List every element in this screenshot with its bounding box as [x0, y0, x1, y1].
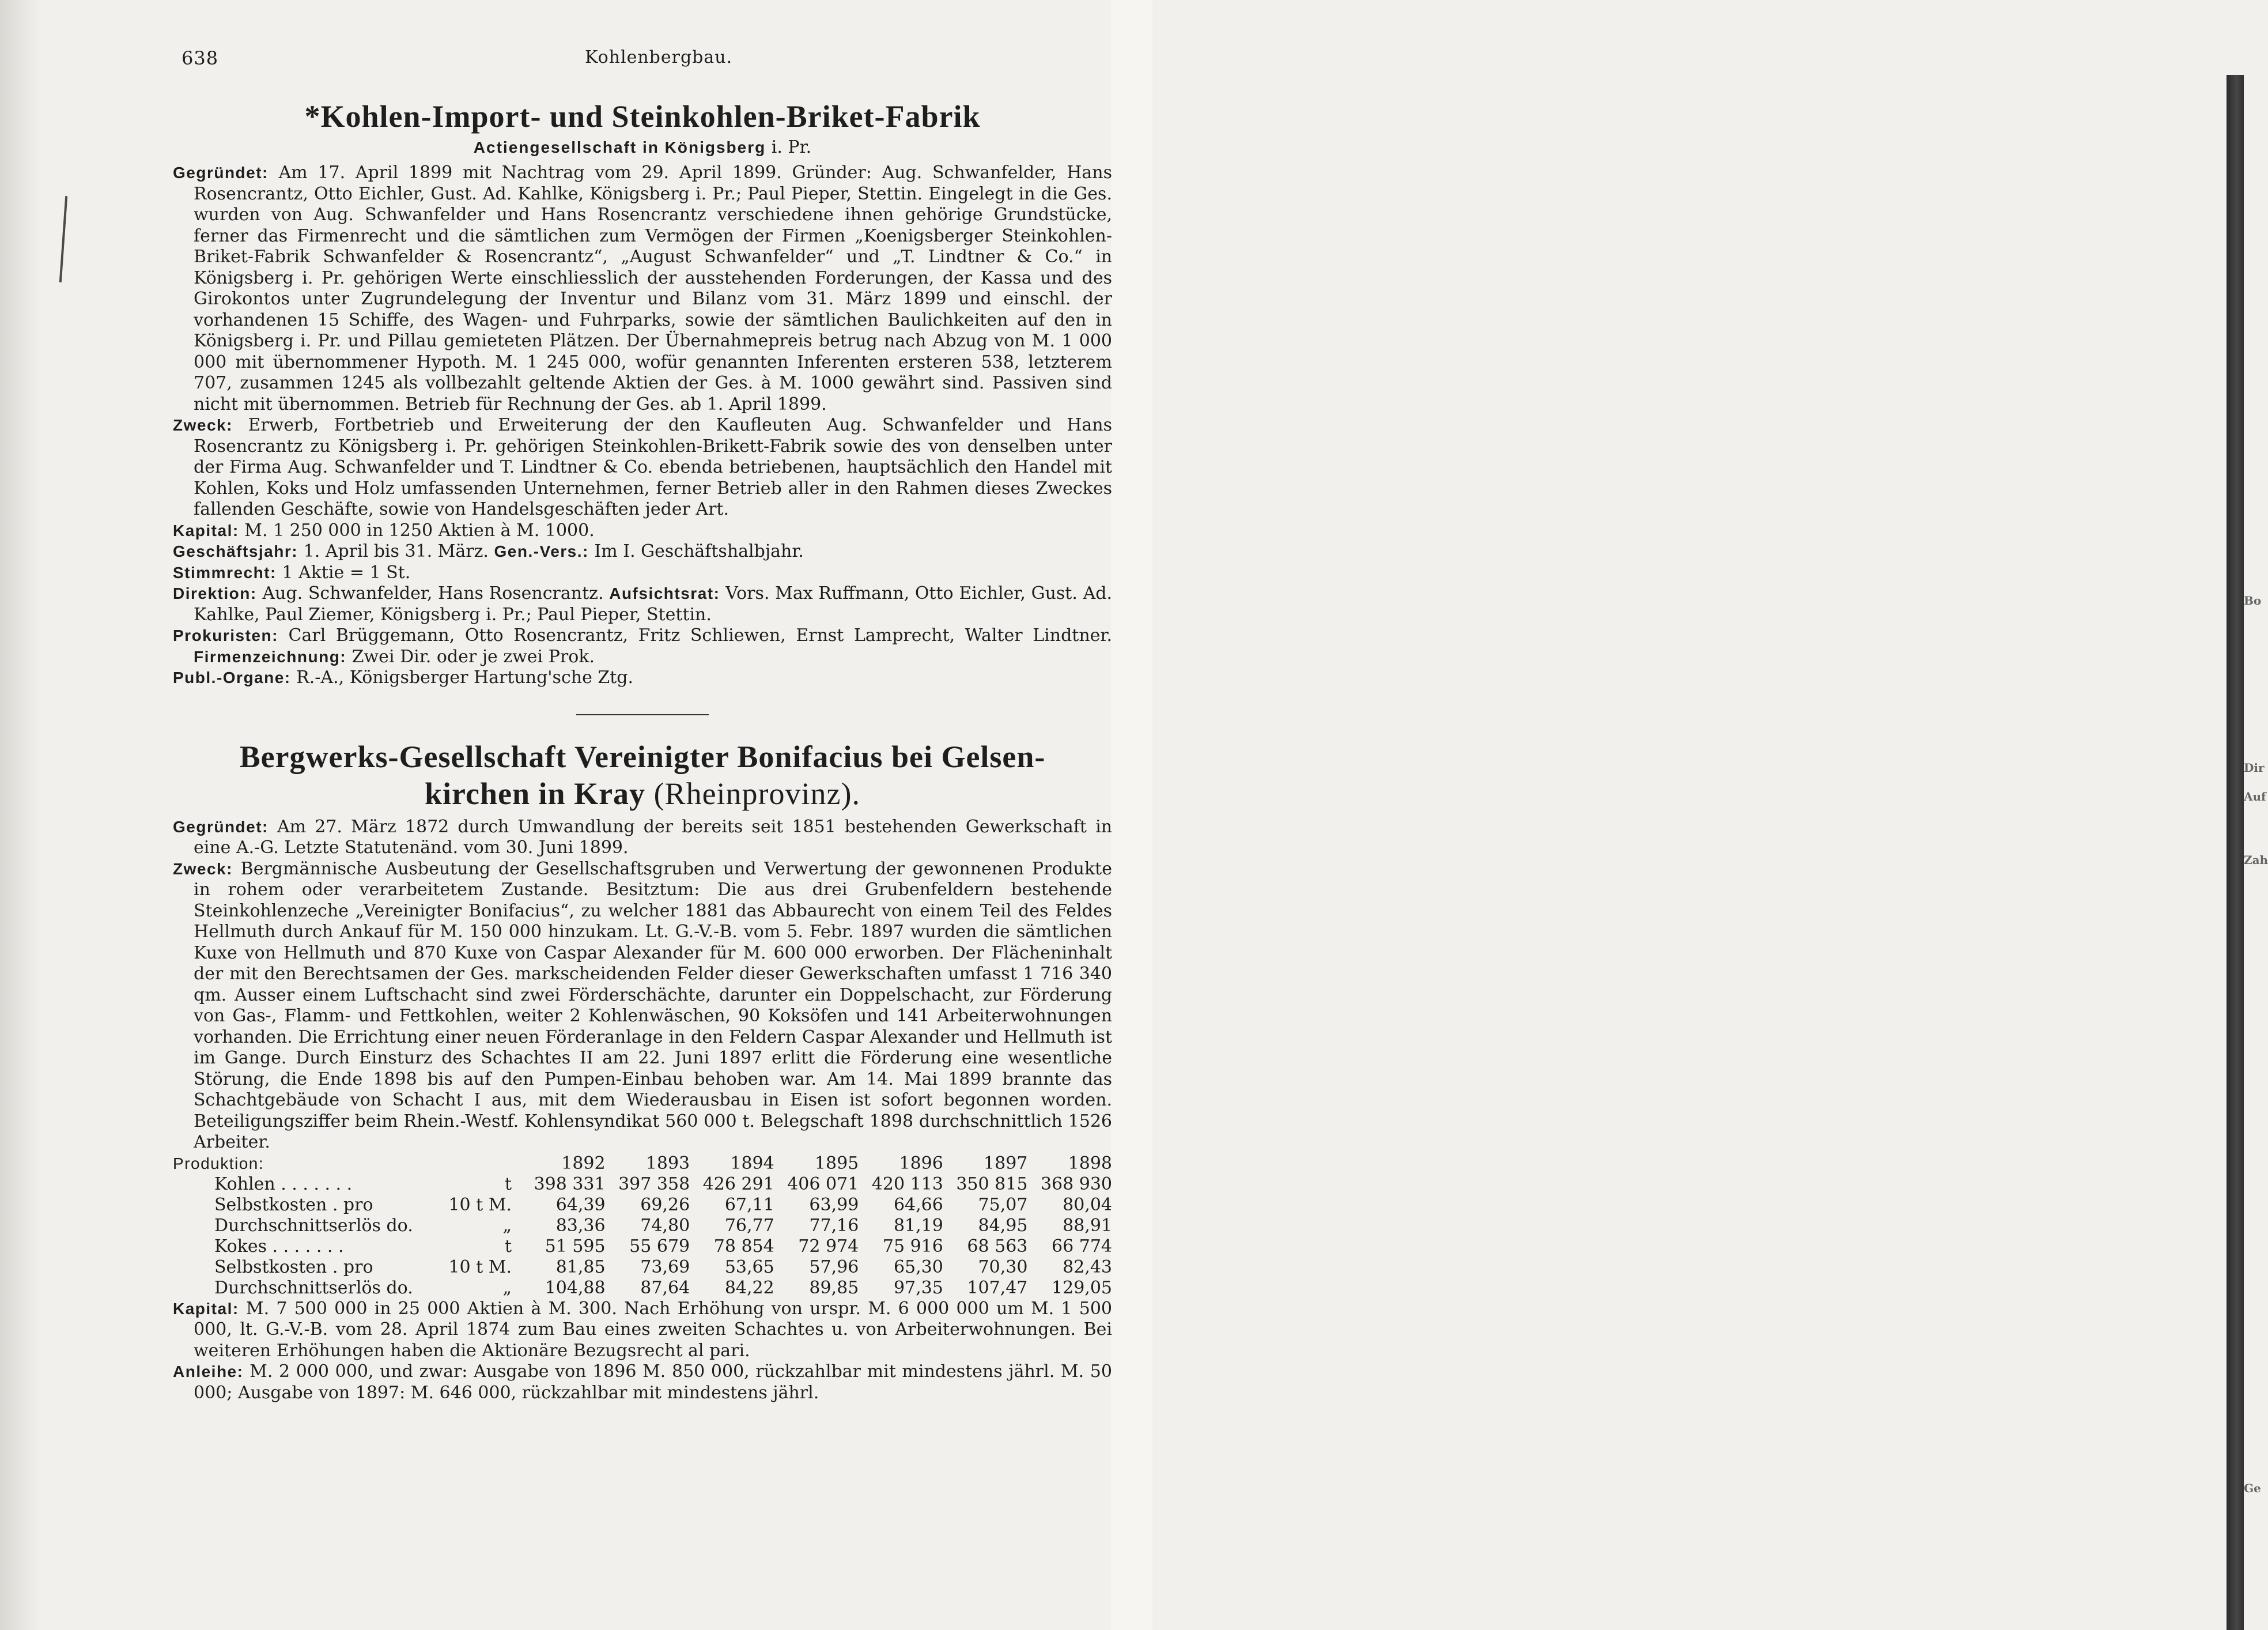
production-row: Kohlen . . . . . . . t 398 331 397 358 426 291 406 071 420 113 350 815 368 930 — [214, 1174, 1112, 1194]
section-divider — [576, 714, 709, 715]
page-header — [182, 47, 1072, 70]
entry-list — [173, 163, 1112, 689]
bleed-word: Auf — [2244, 790, 2266, 803]
production-row: Selbstkosten . pro 10 t M. 81,85 73,69 53,65 57,96 65,30 70,30 82,43 — [214, 1257, 1112, 1277]
entry-gegruendet: Gegründet: Am 17. April 1899 mit Nachtrag vom 29. April 1899. Gründer: Aug. Schwanfelder, Hans Rosencrantz, Otto Eichler, Gust. Ad. Kahlke, Königsberg i. Pr.; Paul Pieper, Stettin. Eingelegt in die Ges. wurden von Aug. Schwanfelder und Hans Rosencrantz verschiedene ihnen gehörige Grundstücke, ferner das Firmenrecht und die sämtlichen zum Vermögen der Firmen „Koenigsberger Steinkohlen-Briket-Fabrik Schwanfelder & Rosencrantz“, „August Schwanfelder“ und „T. Lindtner & Co.“ in Königsberg i. Pr. gehörigen Werte einschliesslich der ausstehenden Forderungen, der Kassa und des Girokontos unter Zugrundelegung der Inventur und Bilanz vom 31. März 1899 und einschl. der vorhandenen 15 Schiffe, des Wagen- und Fuhrparks, sowie der sämtlichen Baulichkeiten auf den in Königsberg i. Pr. und Pillau gemieteten Plätzen. Der Übernahmepreis betrug nach Abzug von M. 1 000 000 mit übernommener Hypoth. M. 1 245 000, wofür genannten Inferenten ersteren 538, letzterem 707, zusammen 1245 als vollbezahlt geltende Aktien der Ges. à M. 1000 gewährt sind. Passiven sind nicht mit übernommen. Betrieb für Rechnung der Ges. ab 1. April 1899. — [173, 163, 1112, 414]
page-body — [173, 98, 1112, 1403]
production-table — [173, 1153, 1112, 1299]
entry-geschaeftsjahr: Geschäftsjahr: 1. April bis 31. März. Gen.-Vers.: Im I. Geschäftshalbjahr. — [173, 541, 804, 561]
company-subtitle-rest: i. Pr. — [766, 137, 812, 157]
margin-pencil-mark — [59, 196, 67, 282]
company-title: *Kohlen-Import- und Steinkohlen-Briket-Fabrik — [304, 99, 981, 134]
entry-kapital: Kapital: M. 1 250 000 in 1250 Aktien à M. 1000. — [173, 520, 595, 541]
entry-gegruendet: Gegründet: Am 27. März 1872 durch Umwandlung der bereits seit 1851 bestehenden Gewerkschaft in eine A.-G. Letzte Statutenänd. vom 30. Juni 1899. — [173, 816, 1112, 858]
entry-kapital: Kapital: M. 7 500 000 in 25 000 Aktien à M. 300. Nach Erhöhung von urspr. M. 6 000 000 um M. 1 500 000, lt. G.-V.-B. vom 28. April 1874 zum Bau eines zweiten Schachtes u. von Arbeiterwohnungen. Bei weiteren Erhöhungen haben die Aktionäre Bezugsrecht al pari. — [173, 1298, 1112, 1361]
year-header: 1896 — [899, 1153, 943, 1174]
running-title: Kohlenbergbau. — [585, 47, 733, 67]
year-header: 1893 — [645, 1153, 690, 1174]
entry-stimmrecht: Stimmrecht: 1 Aktie = 1 St. — [173, 562, 411, 583]
entry-direktion: Direktion: Aug. Schwanfelder, Hans Rosencrantz. Aufsichtsrat: Vors. Max Ruffmann, Otto Eichler, Gust. Ad. Kahlke, Paul Ziemer, Königsberg i. Pr.; Paul Pieper, Stettin. — [173, 583, 1113, 625]
binding-shadow-strip — [2227, 75, 2244, 1630]
page-number: 638 — [182, 47, 219, 69]
entry-prokuristen: Prokuristen: Carl Brüggemann, Otto Rosencrantz, Fritz Schliewen, Ernst Lamprecht, Walter Lindtner. Firmenzeichnung: Zwei Dir. oder je zwei Prok. — [173, 625, 1112, 667]
bleed-word: Dir — [2244, 761, 2265, 775]
bleed-word: Bo — [2244, 594, 2262, 608]
production-row: Durchschnittserlös do. „ 83,36 74,80 76,77 77,16 81,19 84,95 88,91 — [214, 1215, 1112, 1236]
company-title-line1: Bergwerks-Gesellschaft Vereinigter Bonifacius bei Gelsen- — [239, 739, 1046, 774]
entry-anleihe: Anleihe: M. 2 000 000, und zwar: Ausgabe von 1896 M. 850 000, rückzahlbar mit mindestens jährl. M. 50 000; Ausgabe von 1897: M. 646 000, rückzahlbar mit mindestens jährl. — [173, 1361, 1112, 1403]
year-header: 1898 — [1068, 1153, 1112, 1174]
production-label: Produktion: — [173, 1154, 264, 1172]
bleed-word: Ge — [2244, 1481, 2261, 1495]
year-header: 1895 — [814, 1153, 859, 1174]
year-header: 1894 — [730, 1153, 774, 1174]
left-page-shadow — [0, 0, 40, 1630]
production-row: Kokes . . . . . . . t 51 595 55 679 78 854 72 974 75 916 68 563 66 774 — [214, 1236, 1112, 1257]
entry-list — [173, 817, 1112, 1153]
entry-list-after — [173, 1299, 1112, 1404]
year-header: 1897 — [984, 1153, 1028, 1174]
bleed-word: Zah — [2244, 853, 2268, 867]
entry-zweck: Zweck: Erwerb, Fortbetrieb und Erweiterung der den Kaufleuten Aug. Schwanfelder und Hans Rosencrantz zu Königsberg i. Pr. gehörigen Steinkohlen-Brikett-Fabrik sowie des von denselben unter der Firma Aug. Schwanfelder und T. Lindtner & Co. ebenda betriebenen, hauptsächlich den Handel mit Kohlen, Koks und Holz umfassenden Unternehmen, ferner Betrieb aller in den Rahmen dieses Zweckes fallenden Geschäfte, sowie von Handelsgeschäften jeder Art. — [173, 415, 1112, 519]
company-subtitle — [173, 136, 1112, 159]
entry-publ-organe: Publ.-Organe: R.-A., Königsberger Hartung'sche Ztg. — [173, 667, 633, 688]
company-title-line2: kirchen in Kray (Rheinprovinz). — [425, 776, 860, 811]
adjacent-page-edge — [1111, 0, 2268, 1630]
production-row: Selbstkosten . pro 10 t M. 64,39 69,26 67,11 63,99 64,66 75,07 80,04 — [214, 1194, 1112, 1215]
production-row: Durchschnittserlös do. „ 104,88 87,64 84,22 89,85 97,35 107,47 129,05 — [214, 1277, 1112, 1298]
company-entry-2 — [173, 738, 1112, 1404]
production-header-row — [173, 1153, 1112, 1174]
entry-zweck: Zweck: Bergmännische Ausbeutung der Gesellschaftsgruben und Verwertung der gewonnenen Produkte in rohem oder verarbeitetem Zustande. Besitztum: Die aus drei Grubenfeldern bestehende Steinkohlenzeche „Vereinigter Bonifacius“, zu welcher 1881 das Abbaurecht von einem Teil des Feldes Hellmuth durch Ankauf für M. 150 000 hinzukam. Lt. G.-V.-B. vom 5. Febr. 1897 wurden die sämtlichen Kuxe von Hellmuth und 870 Kuxe von Caspar Alexander für M. 600 000 erworben. Der Flächeninhalt der mit den Berechtsamen der Ges. markscheidenden Felder dieser Gewerkschaften umfasst 1 716 340 qm. Ausser einem Luftschacht sind zwei Förderschächte, darunter ein Doppelschacht, zur Förderung von Gas-, Flamm- und Fettkohlen, weiter 2 Kohlenwäschen, 90 Koksöfen und 141 Arbeiterwohnungen vorhanden. Die Errichtung einer neuen Förderanlage in den Feldern Caspar Alexander und Hellmuth ist im Gange. Durch Einsturz des Schachtes II am 22. Juni 1897 erlitt die Förderung eine wesentliche Störung, die Ende 1898 bis auf den Pumpen-Einbau behoben war. Am 14. Mai 1899 brannte das Schachtgebäude von Schacht I aus, mit dem Wiederausbau in Eisen ist sofort begonnen worden. Beteiligungsziffer beim Rhein.-Westf. Kohlensyndikat 560 000 t. Belegschaft 1898 durchschnittlich 1526 Arbeiter. — [173, 858, 1112, 1152]
company-entry-1 — [173, 98, 1112, 689]
company-subtitle-bold: Actiengesellschaft in Königsberg — [473, 138, 766, 156]
year-header: 1892 — [561, 1153, 606, 1174]
